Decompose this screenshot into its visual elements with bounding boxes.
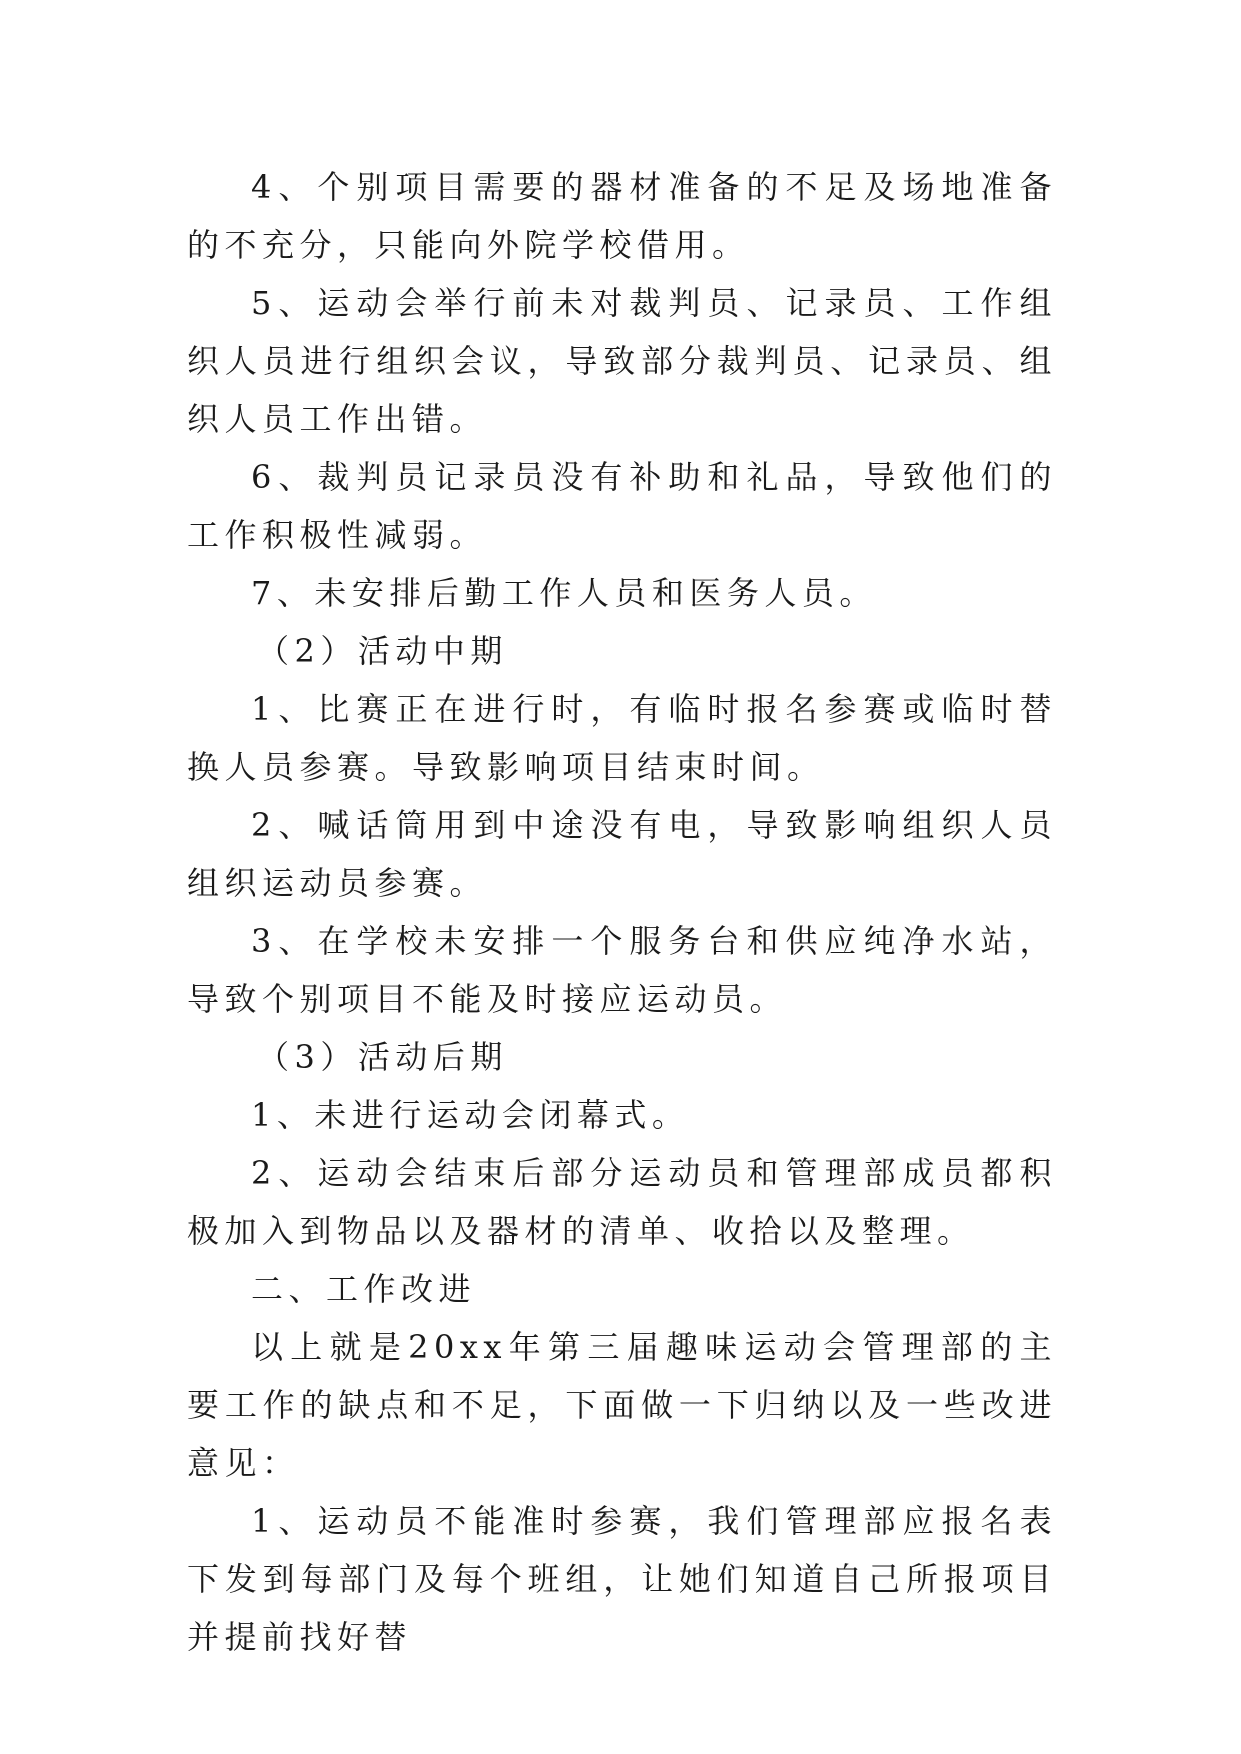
section-heading-late-phase: （3）活动后期	[257, 1038, 508, 1076]
section-heading-improvement: 二、工作改进	[251, 1270, 477, 1308]
paragraph-mid-3: 3、在学校未安排一个服务台和供应纯净水站，导致个别项目不能及时接应运动员。	[187, 922, 1057, 1018]
paragraph-item-7: 7、未安排后勤工作人员和医务人员。	[251, 574, 877, 612]
paragraph-late-2: 2、运动会结束后部分运动员和管理部成员都积极加入到物品以及器材的清单、收拾以及整理。	[187, 1154, 1057, 1250]
paragraph-late-1: 1、未进行运动会闭幕式。	[251, 1096, 690, 1134]
paragraph-summary: 以上就是20xx年第三届趣味运动会管理部的主要工作的缺点和不足，下面做一下归纳以及一些改进意见：	[187, 1328, 1057, 1482]
paragraph-item-4: 4、个别项目需要的器材准备的不足及场地准备的不充分，只能向外院学校借用。	[187, 168, 1057, 264]
paragraph-mid-1: 1、比赛正在进行时，有临时报名参赛或临时替换人员参赛。导致影响项目结束时间。	[187, 690, 1057, 786]
paragraph-item-5: 5、运动会举行前未对裁判员、记录员、工作组织人员进行组织会议，导致部分裁判员、记录员、组织人员工作出错。	[187, 284, 1057, 438]
paragraph-item-6: 6、裁判员记录员没有补助和礼品，导致他们的工作积极性减弱。	[187, 458, 1057, 554]
paragraph-improvement-1: 1、运动员不能准时参赛，我们管理部应报名表下发到每部门及每个班组，让她们知道自己所报项目并提前找好替	[187, 1502, 1057, 1656]
section-heading-mid-phase: （2）活动中期	[257, 632, 508, 670]
document-body	[187, 158, 1057, 1666]
paragraph-mid-2: 2、喊话筒用到中途没有电，导致影响组织人员组织运动员参赛。	[187, 806, 1057, 902]
